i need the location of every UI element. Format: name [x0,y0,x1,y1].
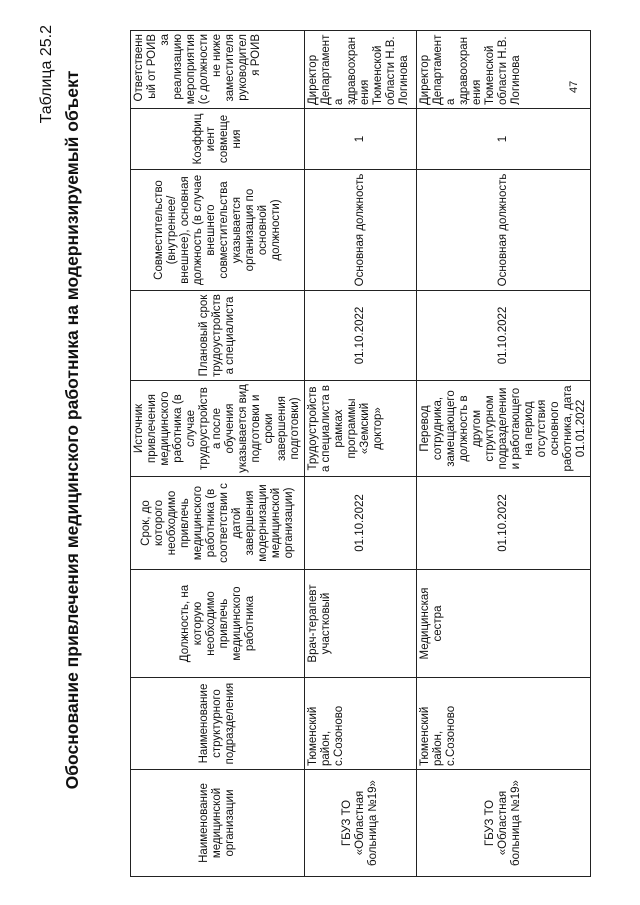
table-number: Таблица 25.2 [38,25,55,124]
staffing-table [130,30,591,877]
table-cell: Тюменский район, с.Созоново [417,678,591,770]
column-header: Наименование медицинской организации [131,770,305,877]
table-cell: ГБУЗ ТО «Областная больница №19» [305,770,417,877]
page-number: 47 [568,80,580,93]
table-cell: 01.10.2022 [305,291,417,381]
table-cell: 01.10.2022 [417,477,591,570]
table-cell: Трудоустройства специалиста в рамках программы «Земский доктор» [305,381,417,477]
table-cell: Директор Департамента здравоохранения Тюменской области Н.В. Логинова [417,31,591,109]
table-cell: ГБУЗ ТО «Областная больница №19» [417,770,591,877]
column-header: Коэффициент совмещения [131,109,305,170]
column-header: Ответственный от РОИВ за реализацию мероприятия (с должности не ниже заместителя руководителя РОИВ [131,31,305,109]
table-cell: Тюменский район, с.Созоново [305,678,417,770]
column-header: Источник привлечения медицинского работника (в случае трудоустройства после обучения указывается вид подготовки и сроки завершения подготовки) [131,381,305,477]
table-cell: Перевод сотрудника, замещающего должность в другом структурном подразделении и работающего на период отсутствия основного работника, дата 01.01.2022 [417,381,591,477]
table-cell: Врач-терапевт участковый [305,570,417,678]
header-row [131,31,305,877]
table-cell: 1 [305,109,417,170]
column-header: Срок, до которого необходимо привлечь медицинского работника (в соответствии с датой завершения модернизации медицинской организации) [131,477,305,570]
document-title: Обоснование привлечения медицинского работника на модернизируемый объект [62,70,82,790]
column-header: Наименование структурного подразделения [131,678,305,770]
table-cell: Директор Департамента здравоохранения Тюменской области Н.В. Логинова [305,31,417,109]
table-row [417,31,591,877]
table-cell: 1 [417,109,591,170]
table-cell: Медицинская сестра [417,570,591,678]
column-header: Плановый срок трудоустройства специалиста [131,291,305,381]
table-cell: Основная должность [417,170,591,291]
table-cell: Основная должность [305,170,417,291]
column-header: Должность, на которую необходимо привлечь медицинского работника [131,570,305,678]
column-header: Совместительство (внутреннее/внешнее), основная должность (в случае внешнего совместительства указывается организация по основной должности) [131,170,305,291]
table-row [305,31,417,877]
table-cell: 01.10.2022 [305,477,417,570]
table-cell: 01.10.2022 [417,291,591,381]
